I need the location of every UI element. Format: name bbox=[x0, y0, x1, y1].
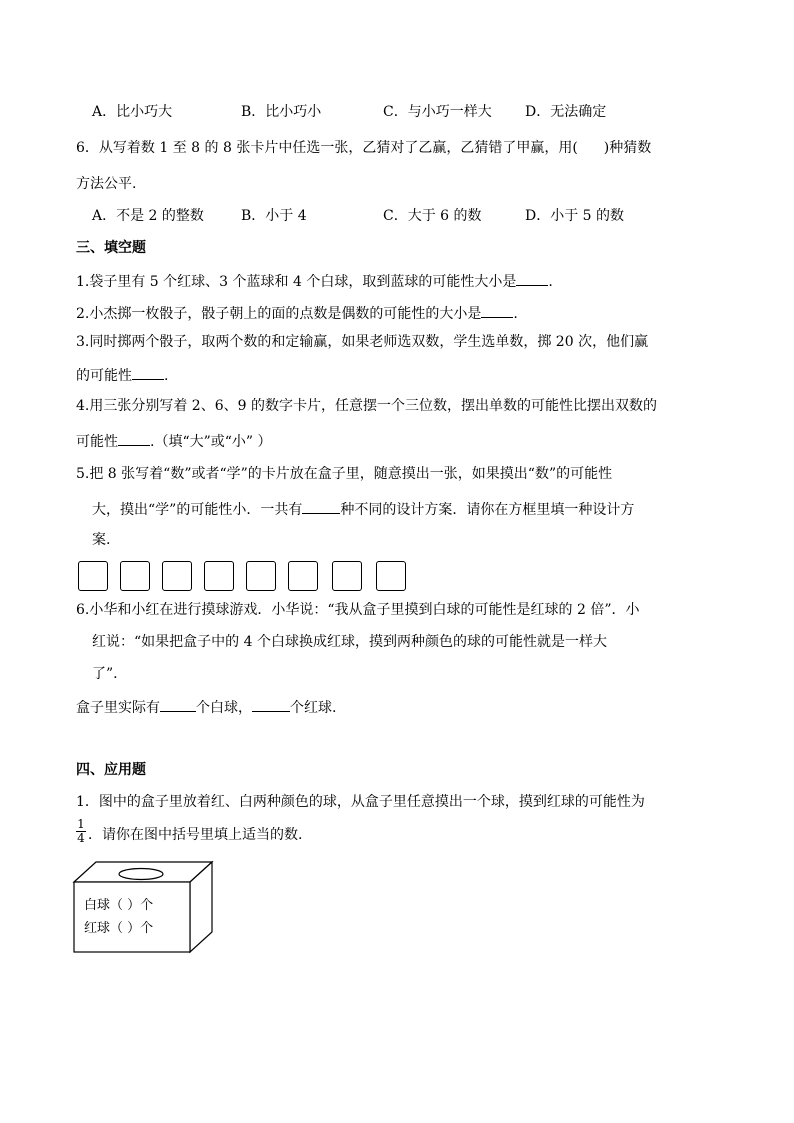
card-box-4[interactable] bbox=[204, 561, 234, 591]
card-box-5[interactable] bbox=[246, 561, 276, 591]
box-front-face bbox=[74, 882, 190, 952]
card-box-7[interactable] bbox=[332, 561, 362, 591]
q6-text-before: 6．从写着数 1 至 8 的 8 张卡片中任选一张，乙猜对了乙赢，乙猜错了甲赢，用( bbox=[76, 140, 578, 156]
card-box-2[interactable] bbox=[120, 561, 150, 591]
fill-q6-line4 bbox=[76, 697, 336, 717]
fill-q5-text-after: 种不同的设计方案．请你在方框里填一种设计方 bbox=[340, 502, 635, 518]
fill-q6-line1: 6.小华和小红在进行摸球游戏．小华说：“我从盒子里摸到白球的可能性是红球的 2 倍”．小 bbox=[76, 602, 640, 618]
fill-q3-text: 的可能性 bbox=[76, 368, 132, 384]
app-q1-line2: ．请你在图中括号里填上适当的数. bbox=[88, 827, 303, 843]
app-q1-line1: 1．图中的盒子里放着红、白两种颜色的球，从盒子里任意摸出一个球，摸到红球的可能性为 bbox=[76, 794, 645, 810]
fill-q2-end: . bbox=[513, 306, 518, 322]
fill-q3-line1: 3.同时掷两个骰子，取两个数的和定输赢，如果老师选双数，学生选单数，掷 20 次，他们赢 bbox=[76, 334, 649, 350]
fill-q6-line3: 了”. bbox=[92, 666, 118, 682]
card-box-8[interactable] bbox=[376, 561, 406, 591]
card-box-3[interactable] bbox=[162, 561, 192, 591]
q6-option-c: C．大于 6 的数 bbox=[383, 208, 482, 224]
fill-q3-blank[interactable] bbox=[132, 365, 164, 380]
fill-q1-end: . bbox=[548, 274, 553, 290]
q5-option-d: D．无法确定 bbox=[525, 104, 607, 120]
card-box-1[interactable] bbox=[78, 561, 108, 591]
fill-q6-line2: 红说：“如果把盒子中的 4 个白球换成红球，摸到两种颜色的球的可能性就是一样大 bbox=[92, 634, 607, 650]
fraction-numerator: 1 bbox=[77, 817, 85, 831]
fill-q1-blank[interactable] bbox=[516, 271, 548, 286]
fill-q5-line1: 5.把 8 张写着“数”或者“学”的卡片放在盒子里，随意摸出一张，如果摸出“数”的可能性 bbox=[76, 466, 613, 482]
box-white-count[interactable]: 白球（ ）个 bbox=[84, 898, 154, 913]
fill-q5-text-before: 大，摸出“学”的可能性小．一共有 bbox=[92, 502, 303, 518]
q6-line1 bbox=[76, 139, 651, 157]
fill-q2-blank[interactable] bbox=[481, 303, 513, 318]
fill-q4-blank[interactable] bbox=[118, 431, 150, 446]
fill-q4-line2 bbox=[76, 431, 272, 451]
q6-line2: 方法公平. bbox=[76, 176, 137, 192]
box-opening-hole bbox=[119, 869, 163, 880]
fraction-one-quarter bbox=[76, 818, 86, 845]
fill-q5-blank[interactable] bbox=[302, 499, 340, 514]
fill-q1-text: 1.袋子里有 5 个红球、3 个蓝球和 4 个白球，取到蓝球的可能性大小是 bbox=[76, 274, 517, 290]
q5-option-b: B．比小巧小 bbox=[241, 104, 322, 120]
fraction-denominator: 4 bbox=[77, 831, 85, 845]
section4-heading: 四、应用题 bbox=[76, 762, 146, 778]
fill-q4-end: .（填“大”或“小” ） bbox=[150, 434, 272, 450]
fill-q6-text-b: 个白球， bbox=[196, 700, 252, 716]
fill-q2 bbox=[76, 303, 518, 323]
fill-q4-text: 可能性 bbox=[76, 434, 118, 450]
q6-text-after: )种猜数 bbox=[603, 140, 652, 156]
fill-q6-blank-white[interactable] bbox=[160, 697, 196, 712]
q6-option-b: B．小于 4 bbox=[241, 208, 307, 224]
fill-q5-line3: 案. bbox=[92, 532, 111, 548]
fill-q3-line2 bbox=[76, 365, 168, 385]
card-box-6[interactable] bbox=[288, 561, 318, 591]
fill-q5-line2 bbox=[92, 499, 634, 519]
fill-q1 bbox=[76, 271, 553, 291]
fill-q4-line1: 4.用三张分别写着 2、6、9 的数字卡片，任意摆一个三位数，摆出单数的可能性比摆出双数的 bbox=[76, 398, 657, 414]
box-red-count[interactable]: 红球（ ）个 bbox=[84, 921, 154, 936]
q5-option-c: C．与小巧一样大 bbox=[383, 104, 492, 120]
fill-q6-text-a: 盒子里实际有 bbox=[76, 700, 160, 716]
section3-heading: 三、填空题 bbox=[76, 240, 146, 256]
fill-q6-blank-red[interactable] bbox=[252, 697, 290, 712]
fill-q6-text-c: 个红球. bbox=[290, 700, 337, 716]
fill-q2-text: 2.小杰掷一枚骰子，骰子朝上的面的点数是偶数的可能性的大小是 bbox=[76, 306, 482, 322]
q6-option-a: A．不是 2 的整数 bbox=[92, 208, 204, 224]
q5-option-a: A．比小巧大 bbox=[92, 104, 173, 120]
q6-option-d: D．小于 5 的数 bbox=[525, 208, 625, 224]
fill-q3-end: . bbox=[164, 368, 169, 384]
